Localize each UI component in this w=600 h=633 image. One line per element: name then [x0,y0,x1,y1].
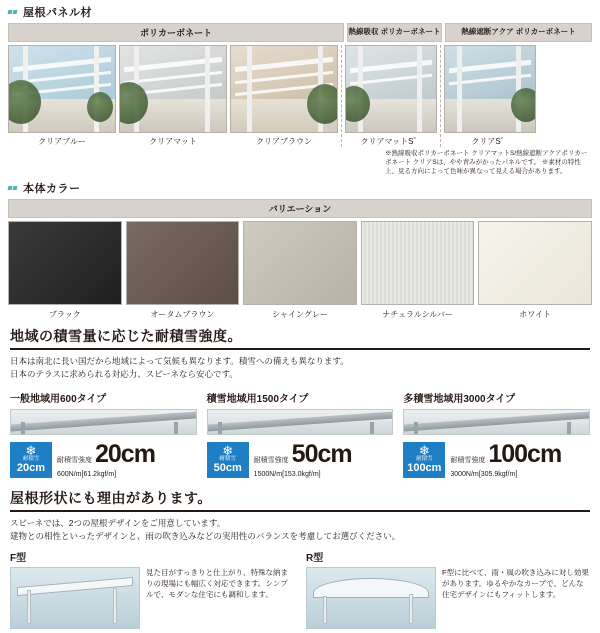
section-heading-body-color [0,176,600,199]
snow-badge [10,442,52,477]
color-swatch [126,221,240,320]
shape-text: F型に比べて、雨・風の吹き込みに対し効果があります。ゆるやかなカーブで、どんな住宅デザインにもフィットします。 [442,567,589,600]
band-variation: バリエーション [8,199,592,218]
snow-feature [0,320,600,481]
panel-swatch [8,45,116,147]
panel-caption: クリアマットS゜ [360,137,422,146]
roof-panel-block [0,23,600,176]
color-chip-white [478,221,592,305]
snow-title: 地域の積雪量に応じた耐積雪強度。 [10,326,590,350]
color-caption: ナチュラルシルバー [382,310,453,320]
shape-column-f [10,549,294,629]
shape-column-r [306,549,590,629]
snowflake-icon: ❄ [25,443,37,459]
shape-image-r [306,567,436,629]
shape-text: 見た目がすっきりと仕上がり、特殊な納まりの現場にも幅広く対応できます。シンプルで、モダンな住宅にも調和します。 [146,567,289,600]
snow-strength-label: 耐積雪強度 [57,456,92,464]
roof-panel-note: ※熱線吸収ポリカーボネート クリアマットS/熱線遮断アクアポリカーボネート クリアSは、やや青みがかったパネルです。 ※素材の特性上、見る方向によって色味が異なって見える場合があります。 [385,150,588,175]
body-color-title: 本体カラー [23,183,81,196]
snow-badge [207,442,249,477]
snow-badge-value: 50cm [213,462,242,475]
shape-body-line2: 建物との相性といったデザインと、雨の吹き込みなどの実用性のバランスを考慮してお選びください。 [10,530,401,541]
snowflake-icon: ❄ [222,443,234,459]
snow-strength-label: 耐積雪強度 [450,456,486,464]
snow-column [403,390,590,478]
color-caption: ブラック [48,310,81,320]
shape-feature [0,482,600,633]
snow-columns [10,390,590,478]
snow-strength-value: 100cm [488,439,562,468]
snow-column [207,390,394,478]
shape-body-line1: スピーネでは、2つの屋根デザインをご用意しています。 [10,517,226,528]
color-chip-black [8,221,122,305]
color-chip-natural-silver [361,221,475,305]
color-swatch [243,221,357,320]
color-swatch [8,221,122,320]
color-caption: オータムブラウン [150,310,215,320]
panel-photo [8,45,116,133]
color-chip-autumn-brown [126,221,240,305]
heading-marks-icon [8,186,18,190]
snow-badge-label: 耐積雪 [219,456,236,463]
snow-column-title: 積雪地域用1500タイプ [206,393,309,405]
snow-strength-value: 20cm [95,439,155,468]
snow-spec [10,440,197,478]
snow-spec [207,440,394,478]
shape-title: 屋根形状にも理由があります。 [10,488,590,512]
band-polycarbonate: ポリカーボネート [8,23,344,42]
snow-badge-value: 100cm [407,462,442,475]
heading-marks-icon [8,10,18,14]
snow-strength-value: 50cm [291,439,352,468]
snow-strength-label: 耐積雪強度 [253,456,289,464]
body-color-block [0,199,600,320]
snow-badge-label: 耐積雪 [22,456,40,463]
panel-caption: クリアS゜ [471,137,509,146]
panel-caption: クリアブラウン [256,137,312,146]
panel-swatch [444,45,536,147]
swatch-group-heat-block-aqua [440,45,536,147]
panel-swatch [230,45,338,147]
color-caption: シャイングレー [272,310,328,320]
panel-caption: クリアブルー [38,137,86,146]
body-color-swatches [8,221,592,320]
panel-photo [345,45,437,133]
snow-column [10,390,197,478]
roof-panel-title: 屋根パネル材 [23,7,92,19]
snow-badge [403,442,445,477]
snow-product-image [207,409,394,435]
color-chip-shine-gray [243,221,357,305]
snow-body-line2: 日本のテラスに求められる対応力、スピーネなら安心です。 [10,369,238,380]
snow-badge-label: 耐積雪 [416,456,433,463]
panel-swatch [119,45,227,147]
roof-panel-bands [8,23,592,42]
panel-photo [230,45,338,133]
snow-spec [403,440,590,478]
swatch-group-heat-absorb [341,45,437,147]
section-heading-roof-panel [0,0,600,23]
roof-panel-swatches [8,45,592,147]
panel-photo [444,45,536,133]
shape-label: R型 [306,552,324,564]
panel-caption: クリアマット [149,137,197,146]
snow-strength-sub: 3000N/m[305.9kgf/m] [450,470,518,478]
color-swatch [361,221,475,320]
shape-image-f [10,567,140,629]
swatch-group-poly [8,45,338,147]
color-caption: ホワイト [519,310,552,320]
snow-badge-value: 20cm [16,462,46,475]
panel-swatch [345,45,437,147]
shape-columns [10,549,590,629]
snow-product-image [10,409,197,435]
band-heat-block-aqua: 熱線遮断アクア ポリカーボネート [445,23,592,42]
snow-column-title: 一般地域用600タイプ [10,393,107,405]
band-heat-absorb: 熱線吸収 ポリカーボネート [347,23,442,42]
color-swatch [478,221,592,320]
snowflake-icon: ❄ [418,443,430,459]
snow-body-line1: 日本は南北に長い国だから地域によって気候も異なります。積雪への備えも異なります。 [10,356,349,367]
snow-product-image [403,409,590,435]
snow-strength-sub: 600N/m[61.2kgf/m] [57,470,117,478]
snow-strength-sub: 1500N/m[153.0kgf/m] [253,470,321,478]
snow-column-title: 多積雪地域用3000タイプ [403,393,516,405]
panel-photo [119,45,227,133]
shape-label: F型 [10,552,27,564]
